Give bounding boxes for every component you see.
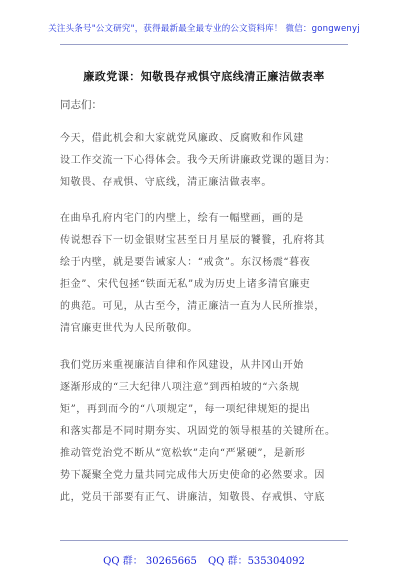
footer: [0, 552, 408, 567]
paragraph-2: [60, 208, 348, 340]
paragraph-line: 矩”，再到而今的“八项规定”，每一项纪律规矩的提出: [60, 404, 311, 415]
document-title: 廉政党课：知敬畏存戒惧守底线清正廉洁做表率: [83, 70, 325, 83]
paragraph-line: 势下凝聚全党力量共同完成伟大历史使命的必然要求。因: [60, 470, 325, 481]
paragraph-line: 传说想吞下一切金银财宝甚至日月星辰的饕餮，孔府将其: [60, 235, 325, 246]
paragraph-line: 今天，借此机会和大家就党风廉政、反腐败和作风建: [60, 133, 304, 144]
paragraph-3: [60, 355, 348, 509]
salutation: 同志们：: [60, 99, 102, 111]
paragraph-line: 在曲阜孔府内宅门的内壁上，绘有一幅壁画，画的是: [60, 213, 304, 224]
paragraph-line: 设工作交流一下心得体会。我今天所讲廉政党课的题目为：: [60, 155, 336, 166]
paragraph-line: 的典范。可见，从古至今，清正廉洁一直为人民所推崇，: [60, 301, 325, 312]
paragraph-1: [60, 128, 348, 194]
footer-qq-group-2: QQ 群：535304092: [208, 556, 305, 567]
footer-rule: [60, 540, 348, 541]
paragraph-line: 推动管党治党不断从“宽松软”走向“严紧硬”，是新形: [60, 448, 306, 459]
header-banner: 关注头条号"公文研究"，获得最新最全最专业的公文资料库！ 微信：gongwenyj: [48, 24, 360, 34]
header-rule: [60, 44, 348, 45]
paragraph-line: 清官廉吏世代为人民所敬仰。: [60, 323, 198, 334]
paragraph-line: 绘于内壁，就是要告诫家人：“戒贪”。东汉杨震“暮夜: [60, 257, 311, 268]
paragraph-line: 我们党历来重视廉洁自律和作风建设，从井冈山开始: [60, 360, 304, 371]
paragraph-line: 知敬畏、存戒惧、守底线，清正廉洁做表率。: [60, 177, 272, 188]
footer-qq-group-1: QQ 群： 30265665: [103, 556, 197, 567]
paragraph-line: 逐渐形成的“三大纪律八项注意”到西柏坡的“六条规: [60, 382, 300, 393]
paragraph-line: 和落实都是不同时期夯实、巩固党的领导根基的关键所在。: [60, 426, 336, 437]
paragraph-line: 此，党员干部要有正气、讲廉洁，知敬畏、存戒惧、守底: [60, 492, 325, 503]
paragraph-line: 拒金”、宋代包拯“铁面无私”成为历史上诸多清官廉吏: [60, 279, 311, 290]
